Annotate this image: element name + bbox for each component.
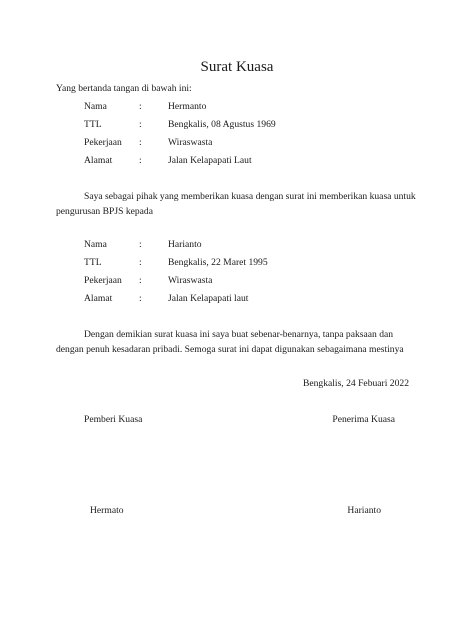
grantee-job-label: Pekerjaan [84, 275, 122, 286]
statement-paragraph: Saya sebagai pihak yang memberikan kuasa dengan surat ini memberikan kuasa untuk pengurusan BPJS kepada [56, 191, 416, 217]
grantor-address-label: Alamat [84, 155, 113, 166]
grantor-job-sep: : [139, 137, 142, 148]
grantee-name-label: Nama [84, 239, 107, 250]
grantee-name-sep: : [139, 239, 142, 250]
grantee-ttl-value: Bengkalis, 22 Maret 1995 [168, 257, 268, 268]
grantee-ttl-sep: : [139, 257, 142, 268]
grantor-ttl-value: Bengkalis, 08 Agustus 1969 [168, 119, 276, 130]
grantee-ttl-label: TTL [84, 257, 102, 268]
grantor-ttl-label: TTL [84, 119, 102, 130]
grantor-address-value: Jalan Kelapapati Laut [168, 155, 252, 166]
grantor-job-value: Wiraswasta [168, 137, 213, 148]
grantee-row-job [0, 275, 474, 287]
grantee-address-value: Jalan Kelapapati laut [168, 293, 249, 304]
signature-role-right: Penerima Kuasa [332, 414, 395, 425]
grantee-row-ttl [0, 257, 474, 269]
grantor-name-label: Nama [84, 101, 107, 112]
grantor-job-label: Pekerjaan [84, 137, 122, 148]
grantor-name-value: Hermanto [168, 101, 207, 112]
grantor-address-sep: : [139, 155, 142, 166]
grantee-job-sep: : [139, 275, 142, 286]
signature-role-left: Pemberi Kuasa [84, 414, 143, 425]
signature-name-left: Hermato [90, 505, 124, 516]
place-date: Bengkalis, 24 Febuari 2022 [302, 378, 409, 389]
grantor-ttl-sep: : [139, 119, 142, 130]
grantee-address-label: Alamat [84, 293, 113, 304]
grantee-row-name [0, 239, 474, 251]
document-title: Surat Kuasa [200, 59, 274, 75]
signature-name-right: Harianto [347, 505, 381, 516]
grantee-name-value: Harianto [168, 239, 202, 250]
grantee-address-sep: : [139, 293, 142, 304]
grantor-row-ttl [0, 119, 474, 131]
grantor-name-sep: : [139, 101, 142, 112]
intro-text: Yang bertanda tangan di bawah ini: [56, 83, 192, 94]
grantee-row-address [0, 293, 474, 305]
grantor-row-name [0, 101, 474, 113]
grantee-job-value: Wiraswasta [168, 275, 213, 286]
grantor-row-address [0, 155, 474, 167]
closing-paragraph: Dengan demikian surat kuasa ini saya buat sebenar-benarnya, tanpa paksaan dan dengan penuh kesadaran pribadi. Semoga surat ini dapat digunakan sebagaimana mestinya [56, 329, 404, 355]
grantor-row-job [0, 137, 474, 149]
